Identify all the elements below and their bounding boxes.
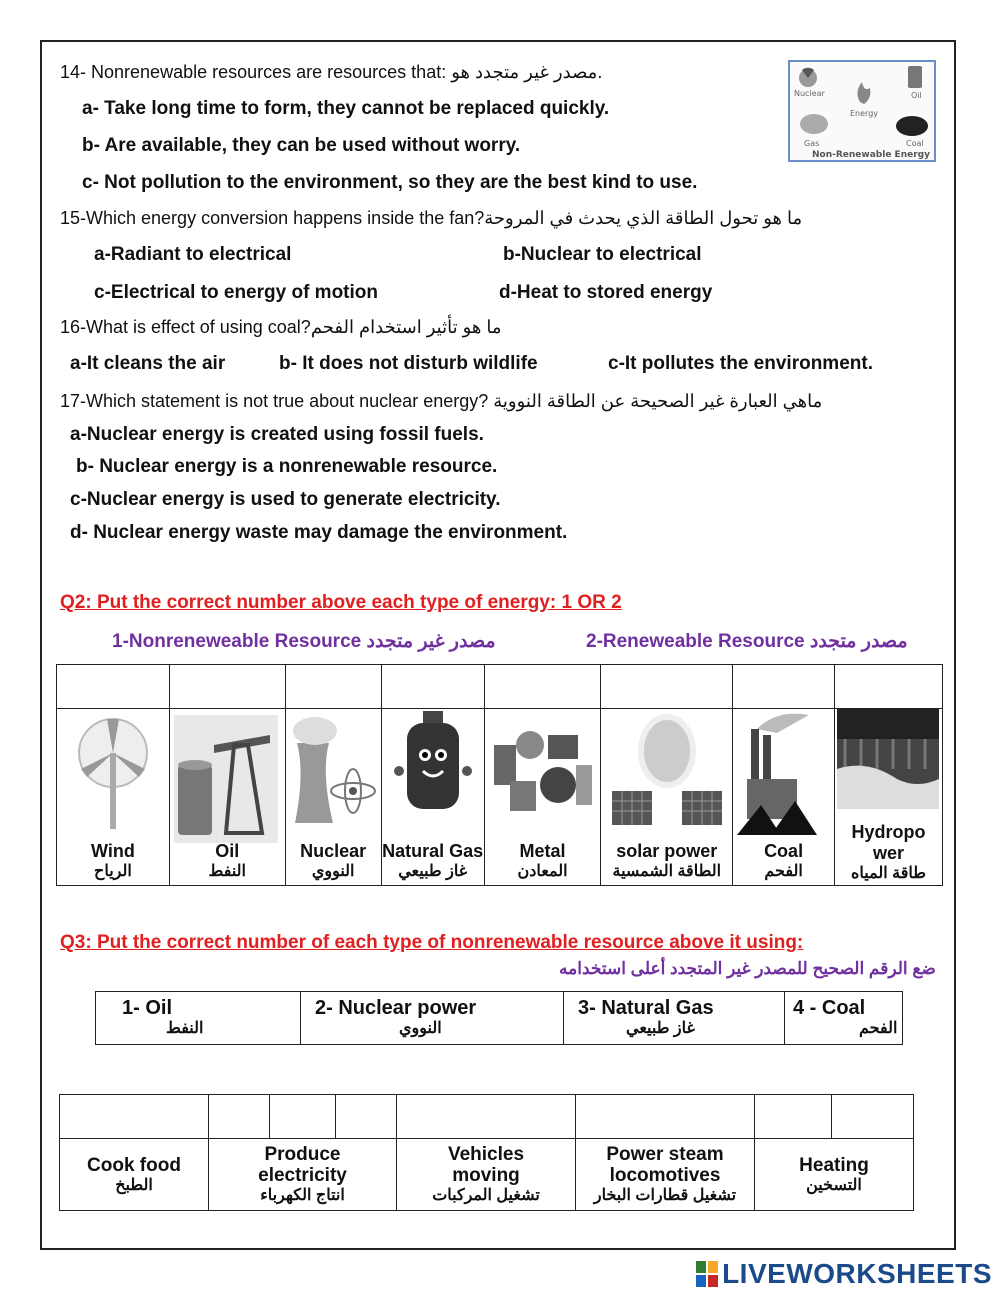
q17-question: 17-Which statement is not true about nuclear energy? ماهي العبارة غير الصحيحة عن الطاقة النووية [60, 391, 823, 411]
use-vehicles-moving: Vehicles moving تشغيل المركبات [397, 1139, 576, 1211]
q15-option-c[interactable]: c-Electrical to energy of motion [94, 282, 378, 303]
q16-option-c[interactable]: c-It pollutes the environment. [608, 353, 873, 374]
q2-title: Q2: Put the correct number above each type of energy: 1 OR 2 [60, 592, 622, 613]
image-label-gas: Gas [804, 139, 820, 148]
q16-option-b[interactable]: b- It does not disturb wildlife [279, 353, 538, 374]
energy-label-ar: الفحم [764, 863, 803, 880]
wind-turbine-icon [63, 713, 163, 833]
answer-cell-heating-1[interactable] [755, 1095, 832, 1139]
energy-label-en: Hydropower [851, 822, 926, 863]
energy-label-ar: المعادن [517, 863, 568, 880]
liveworksheets-logo-icon [696, 1261, 718, 1287]
q16-option-a[interactable]: a-It cleans the air [70, 353, 226, 374]
energy-wind [57, 709, 170, 886]
answer-cell-nuclear[interactable] [285, 665, 381, 709]
answer-cell-hydropower[interactable] [835, 665, 943, 709]
energy-label-en: Nuclear [300, 841, 367, 861]
q3-subtitle-ar: ضع الرقم الصحيح للمصدر غير المتجدد أعلى استخدامه [559, 959, 936, 978]
energy-label-en: Metal [519, 841, 566, 861]
energy-label-en: solar power [616, 841, 718, 861]
q2-energy-table [56, 664, 943, 886]
image-label-nuclear: Nuclear [794, 89, 825, 98]
nuclear-plant-icon [289, 713, 379, 831]
q17-option-d[interactable]: d- Nuclear energy waste may damage the environment. [70, 522, 568, 543]
energy-label-ar: غاز طبيعي [398, 863, 468, 880]
key-nuclear: 2- Nuclear power النووي [301, 992, 564, 1045]
use-produce-electricity: Produce electricity انتاج الكهرباء [209, 1139, 397, 1211]
use-heating: Heating التسخين [755, 1139, 914, 1211]
key-oil: 1- Oil النفط [96, 992, 301, 1045]
logo-text: LIVEWORKSHEETS [722, 1258, 992, 1289]
answer-cell-cook[interactable] [60, 1095, 209, 1139]
answer-cell-electricity-2[interactable] [270, 1095, 336, 1139]
q2-legend-renewable: 2-Reneweable Resource مصدر متجدد [586, 631, 908, 652]
gas-cylinder-icon [393, 711, 473, 811]
use-cook-food: Cook food الطبخ [60, 1139, 209, 1211]
q17-option-a[interactable]: a-Nuclear energy is created using fossil fuels. [70, 424, 484, 445]
q14-option-a[interactable]: a- Take long time to form, they cannot be replaced quickly. [82, 98, 610, 119]
q17-option-c[interactable]: c-Nuclear energy is used to generate electricity. [70, 489, 501, 510]
energy-nuclear [285, 709, 381, 886]
image-label-energy: Energy [850, 109, 879, 118]
metals-icon [490, 715, 596, 819]
image-caption: Non-Renewable Energy [812, 150, 930, 160]
energy-label-en: Coal [764, 841, 804, 861]
energy-label-ar: طاقة المياه [851, 865, 926, 882]
energy-solar [601, 709, 733, 886]
energy-label-en: Natural Gas [382, 841, 484, 861]
q3-title: Q3: Put the correct number of each type of nonrenewable resource above it using: [60, 932, 804, 953]
energy-label-en: Oil [215, 841, 240, 861]
solar-panel-icon [612, 711, 722, 827]
nonrenewable-energy-image [788, 60, 936, 162]
key-coal: 4 - Coal الفحم [785, 992, 903, 1045]
answer-cell-solar[interactable] [601, 665, 733, 709]
q14-option-b[interactable]: b- Are available, they can be used without worry. [82, 135, 521, 156]
energy-label-ar: النفط [208, 863, 246, 880]
answer-cell-heating-2[interactable] [832, 1095, 914, 1139]
energy-natural-gas [381, 709, 484, 886]
energy-label-ar: الطاقة الشمسية [612, 863, 722, 880]
q14-option-c[interactable]: c- Not pollution to the environment, so they are the best kind to use. [82, 172, 698, 193]
q15-option-d[interactable]: d-Heat to stored energy [499, 282, 713, 303]
q16-question: 16-What is effect of using coal?ما هو تأثير استخدام الفحم [60, 317, 502, 337]
q15-question: 15-Which energy conversion happens inside the fan?ما هو تحول الطاقة الذي يحدث في المروحة [60, 208, 803, 228]
dam-icon [837, 709, 939, 809]
q17-option-b[interactable]: b- Nuclear energy is a nonrenewable resource. [76, 456, 498, 477]
energy-hydropower [835, 709, 943, 886]
q3-uses-table [59, 1094, 914, 1211]
answer-cell-oil[interactable] [169, 665, 285, 709]
liveworksheets-logo[interactable] [696, 1258, 992, 1290]
energy-label-ar: الرياح [94, 863, 132, 880]
energy-oil [169, 709, 285, 886]
answer-cell-natural-gas[interactable] [381, 665, 484, 709]
q3-key-table [95, 991, 903, 1045]
image-label-oil: Oil [911, 91, 922, 100]
key-natural-gas: 3- Natural Gas غاز طبيعي [564, 992, 785, 1045]
coal-plant-icon [737, 709, 817, 835]
answer-cell-wind[interactable] [57, 665, 170, 709]
energy-coal [733, 709, 835, 886]
answer-cell-vehicles[interactable] [397, 1095, 576, 1139]
answer-cell-metal[interactable] [484, 665, 601, 709]
answer-cell-coal[interactable] [733, 665, 835, 709]
use-steam-locomotives: Power steam locomotives تشغيل قطارات البخار [576, 1139, 755, 1211]
q14-question: 14- Nonrenewable resources are resources that: مصدر غير متجدد هو. [60, 62, 603, 82]
answer-cell-electricity-1[interactable] [209, 1095, 270, 1139]
answer-cell-electricity-3[interactable] [336, 1095, 397, 1139]
q15-option-b[interactable]: b-Nuclear to electrical [503, 244, 702, 265]
energy-label-ar: النووي [311, 863, 355, 880]
image-label-coal: Coal [906, 139, 924, 148]
q2-legend-nonrenewable: 1-Nonreneweable Resource مصدر غير متجدد [112, 631, 496, 652]
energy-label-en: Wind [91, 841, 135, 861]
answer-cell-locomotives[interactable] [576, 1095, 755, 1139]
energy-metal [484, 709, 601, 886]
q15-option-a[interactable]: a-Radiant to electrical [94, 244, 292, 265]
oil-pump-icon [174, 715, 278, 843]
